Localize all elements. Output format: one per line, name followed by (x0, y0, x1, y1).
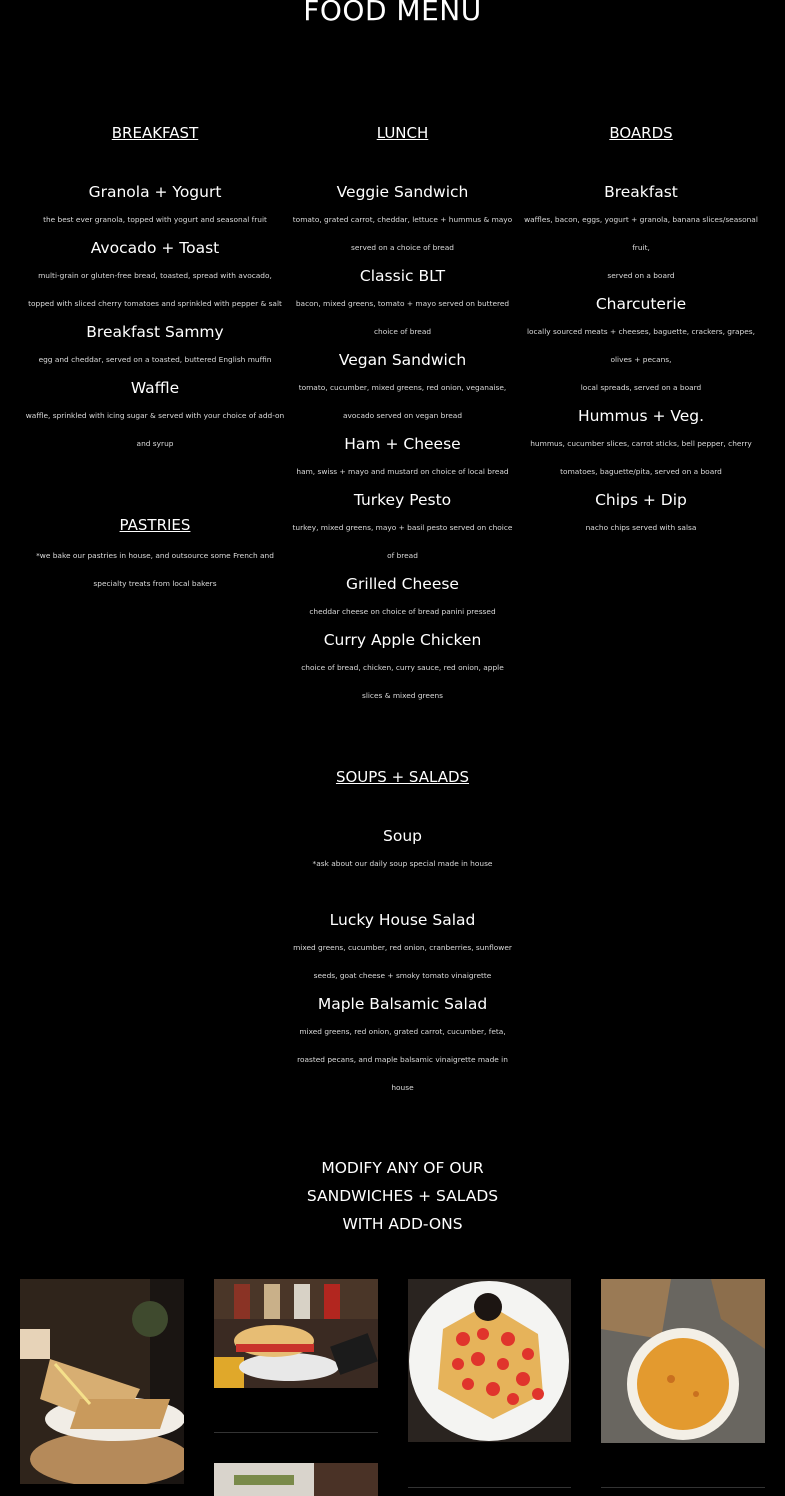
pastries-section (20, 514, 290, 598)
breakfast-column (20, 122, 290, 458)
menu-item-desc: and syrup (136, 439, 174, 448)
menu-item-name: Classic BLT (359, 267, 446, 285)
modify-line: SANDWICHES + SALADS (306, 1187, 499, 1205)
breakfast-heading: BREAKFAST (111, 124, 199, 142)
menu-item-desc: seeds, goat cheese + smoky tomato vinaigrette (313, 971, 492, 980)
menu-item-desc: egg and cheddar, served on a toasted, buttered English muffin (38, 355, 272, 364)
menu-item-name: Maple Balsamic Salad (317, 995, 488, 1013)
menu-item-desc: mixed greens, red onion, grated carrot, cucumber, feta, (299, 1027, 506, 1036)
soups-heading: SOUPS + SALADS (335, 768, 470, 786)
menu-item-desc: topped with sliced cherry tomatoes and sprinkled with pepper & salt (28, 299, 282, 308)
pastries-heading: PASTRIES (119, 516, 191, 534)
menu-item-name: Soup (383, 827, 422, 845)
menu-item-name: Hummus + Veg. (577, 407, 705, 425)
breakfast-sammy-photo[interactable] (214, 1279, 378, 1388)
menu-item-desc: tomato, cucumber, mixed greens, red onion, veganaise, (298, 383, 507, 392)
pastries-desc: *we bake our pastries in house, and outsource some French and (36, 551, 274, 560)
menu-item-desc: bacon, mixed greens, tomato + mayo served on buttered (295, 299, 510, 308)
gallery-divider (601, 1487, 765, 1488)
menu-item-desc: locally sourced meats + cheeses, baguette, crackers, grapes, (526, 327, 755, 336)
menu-item-name: Avocado + Toast (90, 239, 220, 257)
gallery-divider (214, 1432, 378, 1433)
menu-item-name: Chips + Dip (595, 491, 687, 509)
menu-item-name: Granola + Yogurt (88, 183, 222, 201)
menu-item-desc: cheddar cheese on choice of bread panini pressed (309, 607, 496, 616)
menu-item-name: Breakfast (604, 183, 678, 201)
menu-item-name: Charcuterie (595, 295, 687, 313)
menu-item-name: Grilled Cheese (346, 575, 459, 593)
pastries-desc: specialty treats from local bakers (93, 579, 217, 588)
menu-item-desc: tomato, grated carrot, cheddar, lettuce + hummus & mayo (292, 215, 513, 224)
lunch-heading: LUNCH (376, 124, 429, 142)
menu-item-name: Ham + Cheese (344, 435, 461, 453)
menu-item-desc: *ask about our daily soup special made in house (312, 859, 493, 868)
menu-item-desc: the best ever granola, topped with yogurt and seasonal fruit (43, 215, 267, 224)
menu-item-desc: of bread (387, 551, 418, 560)
menu-item-desc: ham, swiss + mayo and mustard on choice of local bread (296, 467, 509, 476)
grilled-cheese-photo[interactable] (20, 1279, 184, 1484)
menu-item-desc: waffle, sprinkled with icing sugar & served with your choice of add-on (25, 411, 285, 420)
menu-item-desc: local spreads, served on a board (580, 383, 702, 392)
menu-item-desc: fruit, (632, 243, 650, 252)
soups-salads-section (285, 766, 520, 1102)
menu-item-name: Curry Apple Chicken (323, 631, 482, 649)
modify-line: WITH ADD-ONS (342, 1215, 463, 1233)
menu-item-desc: avocado served on vegan bread (342, 411, 463, 420)
menu-item-desc: served on a choice of bread (351, 243, 454, 252)
page-title: FOOD MENU (303, 0, 482, 27)
menu-item-desc: tomatoes, baguette/pita, served on a board (560, 467, 722, 476)
menu-item-name: Lucky House Salad (329, 911, 476, 929)
menu-item-name: Veggie Sandwich (336, 183, 469, 201)
menu-item-desc: house (391, 1083, 414, 1092)
menu-item-desc: served on a board (607, 271, 675, 280)
waffle-photo[interactable] (408, 1279, 571, 1442)
sandwich-photo[interactable] (214, 1463, 378, 1496)
modify-add-ons-note (290, 1154, 515, 1238)
menu-item-desc: roasted pecans, and maple balsamic vinaigrette made in (297, 1055, 508, 1064)
menu-item-name: Breakfast Sammy (86, 323, 224, 341)
menu-item-desc: nacho chips served with salsa (585, 523, 697, 532)
menu-item-name: Turkey Pesto (353, 491, 452, 509)
menu-item-desc: choice of bread (373, 327, 432, 336)
menu-item-desc: mixed greens, cucumber, red onion, cranberries, sunflower (293, 943, 512, 952)
menu-item-name: Vegan Sandwich (338, 351, 467, 369)
menu-item-desc: slices & mixed greens (361, 691, 444, 700)
soup-sandwich-photo[interactable] (601, 1279, 765, 1443)
menu-item-desc: waffles, bacon, eggs, yogurt + granola, banana slices/seasonal (524, 215, 758, 224)
menu-item-desc: olives + pecans, (610, 355, 672, 364)
gallery-divider (408, 1487, 571, 1488)
boards-heading: BOARDS (609, 124, 673, 142)
menu-item-desc: multi-grain or gluten-free bread, toasted, spread with avocado, (38, 271, 272, 280)
menu-item-name: Waffle (130, 379, 180, 397)
menu-item-desc: choice of bread, chicken, curry sauce, red onion, apple (301, 663, 504, 672)
boards-column (520, 122, 762, 542)
lunch-column (290, 122, 515, 710)
menu-item-desc: turkey, mixed greens, mayo + basil pesto served on choice (292, 523, 513, 532)
menu-item-desc: hummus, cucumber slices, carrot sticks, bell pepper, cherry (530, 439, 752, 448)
modify-line: MODIFY ANY OF OUR (321, 1159, 484, 1177)
